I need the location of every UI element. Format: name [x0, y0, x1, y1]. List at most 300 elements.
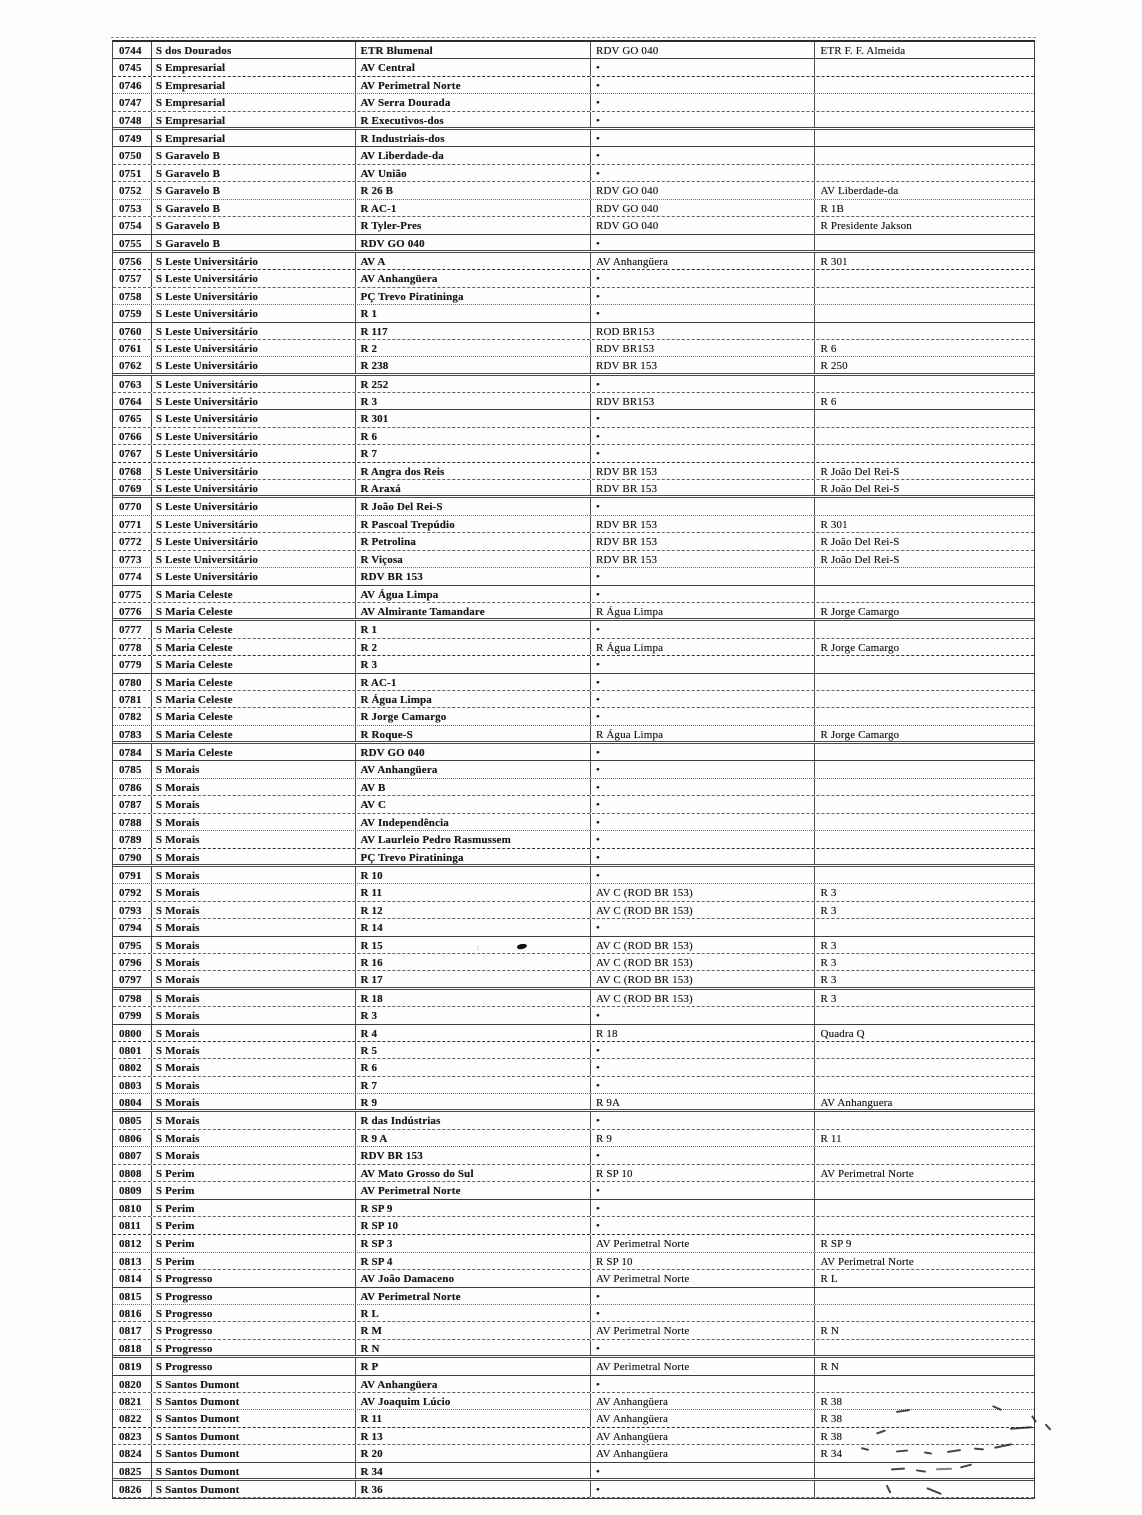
cross-reference-1: R 9 — [590, 1130, 815, 1146]
cross-reference-1: • — [590, 165, 815, 181]
cross-reference-1: • — [590, 1463, 815, 1478]
table-row — [113, 1059, 1034, 1076]
cross-reference-1: R Água Limpa — [590, 726, 815, 741]
sector-name: S Leste Universitário — [151, 498, 356, 514]
sector-name: S Garavelo B — [151, 165, 356, 181]
row-number: 0747 — [119, 97, 142, 110]
row-number: 0821 — [119, 1395, 142, 1408]
row-number: 0764 — [119, 396, 142, 408]
cross-reference-1: R 9A — [590, 1094, 815, 1109]
cross-reference-1: • — [590, 147, 815, 163]
cross-reference-2: R Jorge Camargo — [814, 603, 1034, 618]
sector-name: S Morais — [151, 1147, 356, 1163]
row-number: 0749 — [119, 132, 142, 145]
row-number: 0770 — [119, 501, 142, 514]
street-name: AV Independência — [355, 814, 589, 830]
cross-reference-2 — [814, 1059, 1034, 1075]
row-number: 0782 — [119, 711, 142, 724]
cross-reference-1: • — [590, 1217, 815, 1234]
sector-name: S Morais — [151, 937, 356, 953]
sector-name: S Progresso — [151, 1322, 356, 1338]
cross-reference-1: • — [590, 568, 815, 584]
row-number: 0795 — [119, 939, 142, 952]
sector-name: S Morais — [151, 1042, 356, 1058]
cross-reference-2: ETR F. F. Almeida — [814, 42, 1034, 58]
table-row — [113, 1358, 1034, 1375]
row-number: 0763 — [119, 378, 142, 391]
cross-reference-1: AV Anhangüera — [590, 253, 815, 269]
street-name: R 301 — [355, 410, 589, 426]
table-row — [113, 971, 1034, 989]
sector-name: S Morais — [151, 849, 356, 864]
table-row — [113, 586, 1034, 603]
sector-name: S Morais — [151, 902, 356, 918]
street-name: R 6 — [355, 1059, 589, 1075]
street-name: R 10 — [355, 867, 589, 883]
cross-reference-1: ROD BR153 — [590, 323, 815, 339]
cross-reference-1: RDV GO 040 — [590, 42, 815, 58]
table-row — [113, 1217, 1034, 1235]
cross-reference-2 — [814, 849, 1034, 864]
cross-reference-1: • — [590, 112, 815, 127]
cross-reference-1: • — [590, 1376, 815, 1392]
sector-name: S Morais — [151, 1007, 356, 1023]
row-number: 0755 — [119, 237, 142, 250]
row-number: 0761 — [119, 342, 142, 355]
sector-name: S Leste Universitário — [151, 393, 356, 409]
street-name: R 7 — [355, 1077, 589, 1093]
row-number: 0759 — [119, 308, 142, 321]
row-number: 0793 — [119, 904, 142, 917]
street-name: R SP 9 — [355, 1200, 589, 1216]
sector-name: S Santos Dumont — [151, 1463, 356, 1478]
table-row — [113, 1112, 1034, 1129]
sector-name: S Morais — [151, 1094, 356, 1109]
table-row — [113, 674, 1034, 691]
cross-reference-2 — [814, 1288, 1034, 1304]
street-name: R 2 — [355, 639, 589, 655]
sector-name: S Morais — [151, 831, 356, 847]
table-row — [113, 42, 1034, 59]
row-number: 0787 — [119, 799, 142, 812]
cross-reference-1: • — [590, 1481, 815, 1497]
sector-name: S Empresarial — [151, 59, 356, 75]
street-name: R M — [355, 1322, 589, 1338]
cross-reference-1: AV C (ROD BR 153) — [590, 902, 815, 918]
sector-name: S Garavelo B — [151, 235, 356, 250]
table-row — [113, 1007, 1034, 1024]
row-number: 0817 — [119, 1325, 142, 1338]
cross-reference-1: RDV BR 153 — [590, 516, 815, 532]
cross-reference-1: R 18 — [590, 1025, 815, 1041]
table-row — [113, 1305, 1034, 1322]
street-name: ETR Blumenal — [355, 42, 589, 58]
table-row — [113, 1165, 1034, 1182]
sector-name: S Leste Universitário — [151, 463, 356, 479]
cross-reference-2: R 1B — [814, 200, 1034, 216]
cross-reference-1: • — [590, 1305, 815, 1321]
sector-name: S Garavelo B — [151, 217, 356, 233]
row-number: 0802 — [119, 1062, 142, 1075]
table-row — [113, 849, 1034, 867]
row-number: 0820 — [119, 1378, 142, 1391]
row-number: 0779 — [119, 659, 142, 672]
cross-reference-2 — [814, 77, 1034, 93]
sector-name: S Maria Celeste — [151, 691, 356, 707]
table-row — [113, 340, 1034, 357]
row-number: 0792 — [119, 887, 142, 900]
row-number: 0758 — [119, 290, 142, 303]
street-name: AV Água Limpa — [355, 586, 589, 602]
cross-reference-2: R 301 — [814, 253, 1034, 269]
cross-reference-2: R L — [814, 1270, 1034, 1286]
street-name: R Roque-S — [355, 726, 589, 741]
cross-reference-2: R Jorge Camargo — [814, 726, 1034, 741]
table-row — [113, 1270, 1034, 1287]
street-name: R Pascoal Trepúdio — [355, 516, 589, 532]
street-name: AV Mato Grosso do Sul — [355, 1165, 589, 1181]
row-number: 0772 — [119, 536, 142, 549]
sector-name: S Morais — [151, 814, 356, 830]
sector-name: S Santos Dumont — [151, 1445, 356, 1461]
cross-reference-2 — [814, 1007, 1034, 1023]
cross-reference-1: • — [590, 428, 815, 444]
sector-name: S Santos Dumont — [151, 1376, 356, 1392]
table-row — [113, 867, 1034, 884]
sector-name: S Progresso — [151, 1288, 356, 1304]
sector-name: S Maria Celeste — [151, 674, 356, 690]
cross-reference-1: • — [590, 867, 815, 883]
cross-reference-1: R SP 10 — [590, 1165, 815, 1181]
row-number: 0803 — [119, 1079, 142, 1092]
row-number: 0800 — [119, 1027, 142, 1040]
cross-reference-1: • — [590, 779, 815, 795]
cross-reference-1: RDV BR 153 — [590, 463, 815, 479]
sector-name: S Leste Universitário — [151, 288, 356, 304]
cross-reference-2: R 301 — [814, 516, 1034, 532]
cross-reference-2 — [814, 761, 1034, 777]
cross-reference-1: • — [590, 1077, 815, 1093]
street-name: R das Indústrias — [355, 1112, 589, 1128]
table-row — [113, 112, 1034, 130]
row-number: 0822 — [119, 1413, 142, 1426]
table-row — [113, 1445, 1034, 1462]
sector-name: S Morais — [151, 884, 356, 900]
cross-reference-2 — [814, 691, 1034, 707]
cross-reference-2 — [814, 147, 1034, 163]
cross-reference-2 — [814, 235, 1034, 250]
row-number: 0768 — [119, 465, 142, 478]
street-name: AV Central — [355, 59, 589, 75]
street-name: R 17 — [355, 971, 589, 986]
table-row — [113, 516, 1034, 533]
cross-reference-1: • — [590, 814, 815, 830]
row-number: 0811 — [119, 1220, 141, 1233]
table-row — [113, 77, 1034, 94]
street-name: R 3 — [355, 1007, 589, 1023]
cross-reference-1: RDV BR 153 — [590, 480, 815, 495]
street-name: PÇ Trevo Piratininga — [355, 288, 589, 304]
table-row — [113, 708, 1034, 725]
table-row — [113, 639, 1034, 656]
sector-name: S Morais — [151, 1130, 356, 1146]
table-row — [113, 814, 1034, 831]
ink-speck: : — [477, 944, 480, 952]
table-row — [113, 1094, 1034, 1112]
cross-reference-2: R SP 9 — [814, 1235, 1034, 1251]
sector-name: S Maria Celeste — [151, 603, 356, 618]
row-number: 0780 — [119, 676, 142, 689]
street-name: R L — [355, 1305, 589, 1321]
row-number: 0809 — [119, 1185, 142, 1198]
cross-reference-2 — [814, 814, 1034, 830]
street-name: RDV GO 040 — [355, 744, 589, 760]
table-row — [113, 498, 1034, 515]
street-name: R SP 10 — [355, 1217, 589, 1234]
cross-reference-2: R 38 — [814, 1410, 1034, 1426]
cross-reference-1: RDV BR153 — [590, 340, 815, 356]
cross-reference-2: R Presidente Jakson — [814, 217, 1034, 233]
street-name: R AC-1 — [355, 200, 589, 216]
row-number: 0751 — [119, 167, 142, 180]
cross-reference-2 — [814, 165, 1034, 181]
cross-reference-2 — [814, 779, 1034, 795]
table-row — [113, 305, 1034, 322]
street-name: R 6 — [355, 428, 589, 444]
table-row — [113, 253, 1034, 270]
cross-reference-1: • — [590, 761, 815, 777]
table-row — [113, 270, 1034, 287]
cross-reference-1: • — [590, 376, 815, 392]
table-row — [113, 1025, 1034, 1042]
row-number: 0748 — [119, 114, 142, 127]
table-row — [113, 59, 1034, 76]
cross-reference-2 — [814, 130, 1034, 146]
street-name: R 20 — [355, 1445, 589, 1461]
table-row — [113, 1340, 1034, 1358]
cross-reference-1: • — [590, 796, 815, 812]
cross-reference-1: RDV GO 040 — [590, 200, 815, 216]
street-name: R 34 — [355, 1463, 589, 1478]
street-name: R 18 — [355, 990, 589, 1006]
cross-reference-2: R 34 — [814, 1445, 1034, 1461]
sector-name: S Morais — [151, 1112, 356, 1128]
table-row — [113, 726, 1034, 744]
row-number: 0816 — [119, 1308, 142, 1320]
sector-name: S Morais — [151, 971, 356, 986]
cross-reference-1: • — [590, 1007, 815, 1023]
street-name: AV B — [355, 779, 589, 795]
sector-name: S Leste Universitário — [151, 568, 356, 584]
row-number: 0775 — [119, 588, 142, 601]
street-name: RDV BR 153 — [355, 1147, 589, 1163]
cross-reference-1: AV C (ROD BR 153) — [590, 990, 815, 1006]
cross-reference-2 — [814, 1200, 1034, 1216]
street-name: AV Anhangüera — [355, 270, 589, 286]
row-number: 0784 — [119, 747, 142, 759]
row-number: 0814 — [119, 1273, 142, 1286]
cross-reference-2 — [814, 1042, 1034, 1058]
table-row — [113, 1253, 1034, 1270]
cross-reference-2: R Jorge Camargo — [814, 639, 1034, 655]
cross-reference-2 — [814, 568, 1034, 584]
street-name: R 5 — [355, 1042, 589, 1058]
row-number: 0767 — [119, 448, 142, 461]
cross-reference-2 — [814, 1305, 1034, 1321]
table-row — [113, 990, 1034, 1007]
street-name: AV Liberdade-da — [355, 147, 589, 163]
table-row — [113, 656, 1034, 673]
sector-name: S dos Dourados — [151, 42, 356, 58]
street-name: R 3 — [355, 393, 589, 409]
street-name: R Executivos-dos — [355, 112, 589, 127]
row-number: 0745 — [119, 62, 142, 75]
cross-reference-2: R 3 — [814, 954, 1034, 970]
cross-reference-2 — [814, 1112, 1034, 1128]
cross-reference-2: R 3 — [814, 990, 1034, 1006]
sector-name: S Maria Celeste — [151, 621, 356, 637]
sector-name: S Morais — [151, 761, 356, 777]
sector-name: S Maria Celeste — [151, 639, 356, 655]
table-row — [113, 603, 1034, 621]
row-number: 0752 — [119, 185, 142, 198]
street-index-table — [112, 40, 1035, 1499]
cross-reference-1: • — [590, 691, 815, 707]
table-row — [113, 1288, 1034, 1305]
table-row — [113, 1410, 1034, 1427]
street-name: R Petrolina — [355, 533, 589, 549]
cross-reference-2 — [814, 831, 1034, 847]
street-name: R 26 B — [355, 182, 589, 198]
row-number: 0794 — [119, 922, 142, 935]
cross-reference-1: R Água Limpa — [590, 603, 815, 618]
row-number: 0812 — [119, 1238, 142, 1251]
cross-reference-1: • — [590, 410, 815, 426]
street-name: R João Del Rei-S — [355, 498, 589, 514]
cross-reference-1: • — [590, 656, 815, 672]
cross-reference-1: • — [590, 849, 815, 864]
cross-reference-2: R N — [814, 1358, 1034, 1374]
cross-reference-2 — [814, 796, 1034, 812]
sector-name: S Progresso — [151, 1340, 356, 1355]
street-name: AV Anhangüera — [355, 761, 589, 777]
cross-reference-1: • — [590, 744, 815, 760]
cross-reference-2 — [814, 410, 1034, 426]
street-name: R SP 4 — [355, 1253, 589, 1269]
cross-reference-1: • — [590, 1042, 815, 1058]
sector-name: S Leste Universitário — [151, 480, 356, 495]
cross-reference-1: AV C (ROD BR 153) — [590, 954, 815, 970]
street-name: R 14 — [355, 919, 589, 935]
sector-name: S Morais — [151, 1059, 356, 1075]
cross-reference-2: R 3 — [814, 937, 1034, 953]
cross-reference-1: • — [590, 1288, 815, 1304]
cross-reference-2: R 3 — [814, 971, 1034, 986]
cross-reference-1: AV Perimetral Norte — [590, 1235, 815, 1251]
row-number: 0783 — [119, 728, 142, 741]
row-number: 0760 — [119, 325, 142, 338]
table-row — [113, 393, 1034, 410]
table-row — [113, 954, 1034, 971]
street-name: R Industriais-dos — [355, 130, 589, 146]
cross-reference-1: AV Anhangüera — [590, 1410, 815, 1426]
street-name: AV Perimetral Norte — [355, 1288, 589, 1304]
sector-name: S Morais — [151, 796, 356, 812]
row-number: 0810 — [119, 1202, 142, 1215]
sector-name: S Leste Universitário — [151, 340, 356, 356]
cross-reference-1: • — [590, 919, 815, 935]
street-name: R 117 — [355, 323, 589, 339]
sector-name: S Morais — [151, 990, 356, 1006]
sector-name: S Progresso — [151, 1358, 356, 1374]
cross-reference-1: AV Anhangüera — [590, 1428, 815, 1444]
cross-reference-2 — [814, 1340, 1034, 1355]
table-row — [113, 1235, 1034, 1252]
table-row — [113, 1428, 1034, 1445]
sector-name: S Leste Universitário — [151, 533, 356, 549]
street-name: R 11 — [355, 1410, 589, 1426]
cross-reference-2: R 38 — [814, 1428, 1034, 1444]
row-number: 0754 — [119, 220, 142, 233]
cross-reference-2: R João Del Rei-S — [814, 533, 1034, 549]
table-row — [113, 130, 1034, 147]
street-name: R 252 — [355, 376, 589, 392]
table-row — [113, 779, 1034, 796]
cross-reference-1: • — [590, 130, 815, 146]
street-name: R 15 — [355, 937, 589, 953]
cross-reference-2: AV Perimetral Norte — [814, 1165, 1034, 1181]
sector-name: S Empresarial — [151, 112, 356, 127]
street-name: AV João Damaceno — [355, 1270, 589, 1286]
cross-reference-2 — [814, 586, 1034, 602]
sector-name: S Santos Dumont — [151, 1393, 356, 1409]
sector-name: S Perim — [151, 1200, 356, 1216]
sector-name: S Maria Celeste — [151, 586, 356, 602]
table-row — [113, 551, 1034, 568]
row-number: 0789 — [119, 834, 142, 847]
street-name: R SP 3 — [355, 1235, 589, 1251]
sector-name: S Santos Dumont — [151, 1428, 356, 1444]
table-row — [113, 182, 1034, 199]
cross-reference-1: AV Perimetral Norte — [590, 1270, 815, 1286]
table-row — [113, 568, 1034, 585]
sector-name: S Maria Celeste — [151, 656, 356, 672]
cross-reference-1: AV Perimetral Norte — [590, 1322, 815, 1338]
table-row — [113, 919, 1034, 936]
cross-reference-2 — [814, 445, 1034, 461]
street-name: R 13 — [355, 1428, 589, 1444]
row-number: 0796 — [119, 957, 142, 969]
sector-name: S Garavelo B — [151, 200, 356, 216]
sector-name: S Morais — [151, 867, 356, 883]
table-row — [113, 533, 1034, 550]
table-row — [113, 1481, 1034, 1498]
street-name: R 238 — [355, 357, 589, 372]
cross-reference-1: AV Anhangüera — [590, 1445, 815, 1461]
street-name: AV União — [355, 165, 589, 181]
cross-reference-2: Quadra Q — [814, 1025, 1034, 1041]
sector-name: S Leste Universitário — [151, 376, 356, 392]
sector-name: S Garavelo B — [151, 182, 356, 198]
street-name: R 36 — [355, 1481, 589, 1497]
cross-reference-1: RDV BR 153 — [590, 551, 815, 567]
table-row — [113, 323, 1034, 340]
sector-name: S Leste Universitário — [151, 428, 356, 444]
cross-reference-2: R 250 — [814, 357, 1034, 372]
cross-reference-2 — [814, 112, 1034, 127]
cross-reference-1: • — [590, 1340, 815, 1355]
cross-reference-1: • — [590, 288, 815, 304]
